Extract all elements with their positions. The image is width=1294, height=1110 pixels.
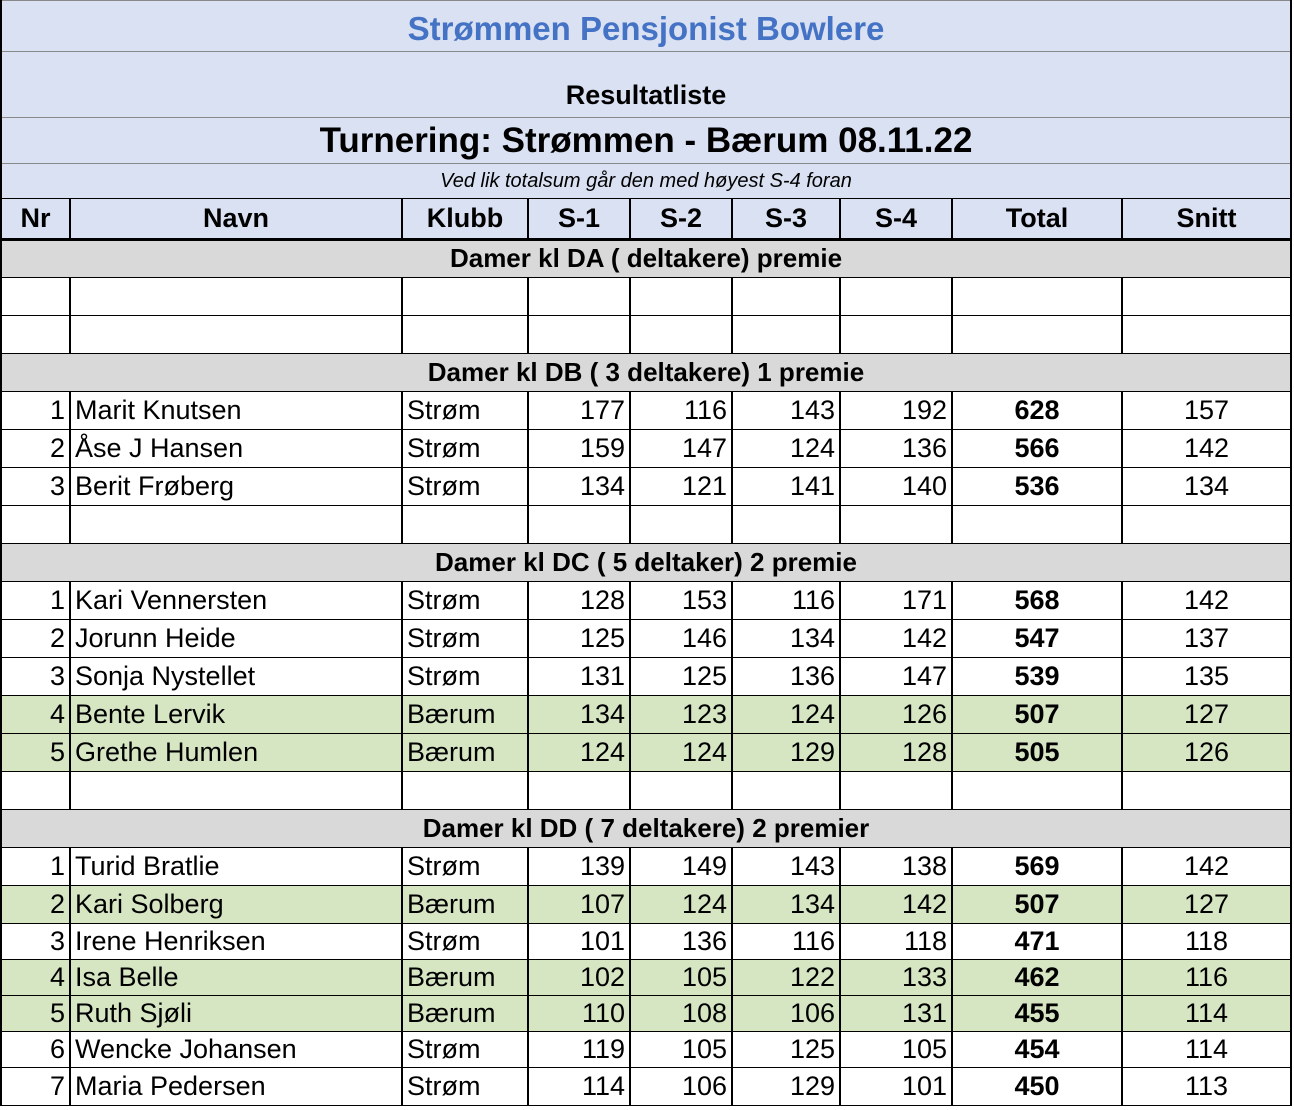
cell-klubb[interactable]: Strøm xyxy=(402,581,528,619)
cell-s3[interactable]: 124 xyxy=(732,695,840,733)
cell-s3[interactable]: 122 xyxy=(732,959,840,995)
cell-snitt[interactable]: 114 xyxy=(1122,1031,1290,1067)
sheet-subtitle: Resultatliste xyxy=(2,52,1290,118)
cell-s1[interactable]: 102 xyxy=(528,959,630,995)
cell[interactable] xyxy=(630,315,732,353)
cell[interactable] xyxy=(732,771,840,809)
cell-snitt[interactable]: 127 xyxy=(1122,695,1290,733)
cell-s4[interactable]: 138 xyxy=(840,847,952,885)
cell[interactable] xyxy=(402,505,528,543)
cell-s3[interactable]: 134 xyxy=(732,619,840,657)
cell-s2[interactable]: 149 xyxy=(630,847,732,885)
cell-s4[interactable]: 105 xyxy=(840,1031,952,1067)
tournament-title: Turnering: Strømmen - Bærum 08.11.22 xyxy=(2,118,1290,164)
cell-navn[interactable]: Isa Belle xyxy=(70,959,402,995)
cell-snitt[interactable]: 142 xyxy=(1122,847,1290,885)
cell-s4[interactable]: 136 xyxy=(840,429,952,467)
cell[interactable] xyxy=(2,315,70,353)
table-row[interactable] xyxy=(2,429,1290,467)
cell-s1[interactable]: 119 xyxy=(528,1031,630,1067)
cell-navn[interactable]: Turid Bratlie xyxy=(70,847,402,885)
cell-nr[interactable]: 6 xyxy=(2,1031,70,1067)
cell-snitt[interactable]: 113 xyxy=(1122,1067,1290,1105)
cell-total[interactable]: 568 xyxy=(952,581,1122,619)
table-row[interactable] xyxy=(2,923,1290,959)
empty-row xyxy=(2,505,1290,543)
cell-s1[interactable]: 177 xyxy=(528,391,630,429)
cell-s1[interactable]: 134 xyxy=(528,467,630,505)
table-row[interactable] xyxy=(2,391,1290,429)
cell-s3[interactable]: 143 xyxy=(732,847,840,885)
cell-klubb[interactable]: Strøm xyxy=(402,467,528,505)
cell[interactable] xyxy=(630,505,732,543)
cell-nr[interactable]: 2 xyxy=(2,885,70,923)
sheet-title: Strømmen Pensjonist Bowlere xyxy=(2,0,1290,52)
cell-navn[interactable]: Wencke Johansen xyxy=(70,1031,402,1067)
cell-s3[interactable]: 129 xyxy=(732,1067,840,1105)
cell[interactable] xyxy=(1122,315,1290,353)
cell-klubb[interactable]: Bærum xyxy=(402,959,528,995)
cell-s1[interactable]: 124 xyxy=(528,733,630,771)
cell-navn[interactable]: Jorunn Heide xyxy=(70,619,402,657)
cell-navn[interactable]: Grethe Humlen xyxy=(70,733,402,771)
cell-s3[interactable]: 116 xyxy=(732,923,840,959)
cell-s2[interactable]: 105 xyxy=(630,1031,732,1067)
cell-klubb[interactable]: Bærum xyxy=(402,885,528,923)
cell-s4[interactable]: 101 xyxy=(840,1067,952,1105)
cell-klubb[interactable]: Strøm xyxy=(402,429,528,467)
cell[interactable] xyxy=(402,771,528,809)
table-row[interactable] xyxy=(2,1067,1290,1105)
cell[interactable] xyxy=(952,771,1122,809)
cell-s4[interactable]: 142 xyxy=(840,619,952,657)
cell[interactable] xyxy=(630,277,732,315)
cell-s4[interactable]: 140 xyxy=(840,467,952,505)
cell-klubb[interactable]: Strøm xyxy=(402,1067,528,1105)
col-header-s4: S-4 xyxy=(840,199,952,239)
cell-total[interactable]: 628 xyxy=(952,391,1122,429)
cell-s1[interactable]: 131 xyxy=(528,657,630,695)
cell[interactable] xyxy=(2,771,70,809)
cell-klubb[interactable]: Bærum xyxy=(402,695,528,733)
cell-total[interactable]: 566 xyxy=(952,429,1122,467)
cell-s2[interactable]: 153 xyxy=(630,581,732,619)
cell-s4[interactable]: 133 xyxy=(840,959,952,995)
cell-total[interactable]: 471 xyxy=(952,923,1122,959)
cell-snitt[interactable]: 137 xyxy=(1122,619,1290,657)
cell-navn[interactable]: Ruth Sjøli xyxy=(70,995,402,1031)
table-row[interactable] xyxy=(2,847,1290,885)
cell-s1[interactable]: 128 xyxy=(528,581,630,619)
cell[interactable] xyxy=(952,505,1122,543)
cell-snitt[interactable]: 135 xyxy=(1122,657,1290,695)
cell[interactable] xyxy=(732,505,840,543)
cell-s1[interactable]: 134 xyxy=(528,695,630,733)
cell[interactable] xyxy=(402,277,528,315)
cell-s2[interactable]: 147 xyxy=(630,429,732,467)
cell-nr[interactable]: 7 xyxy=(2,1067,70,1105)
cell[interactable] xyxy=(1122,771,1290,809)
cell-s4[interactable]: 131 xyxy=(840,995,952,1031)
cell-total[interactable]: 536 xyxy=(952,467,1122,505)
cell-s4[interactable]: 118 xyxy=(840,923,952,959)
cell-s2[interactable]: 105 xyxy=(630,959,732,995)
cell-s3[interactable]: 125 xyxy=(732,1031,840,1067)
group-title: Damer kl DD ( 7 deltakere) 2 premier xyxy=(2,809,1290,847)
cell-snitt[interactable]: 142 xyxy=(1122,429,1290,467)
cell[interactable] xyxy=(840,315,952,353)
cell[interactable] xyxy=(528,505,630,543)
cell-s1[interactable]: 107 xyxy=(528,885,630,923)
cell-navn[interactable]: Bente Lervik xyxy=(70,695,402,733)
empty-row xyxy=(2,277,1290,315)
cell[interactable] xyxy=(528,315,630,353)
cell-navn[interactable]: Sonja Nystellet xyxy=(70,657,402,695)
empty-row xyxy=(2,771,1290,809)
cell-navn[interactable]: Berit Frøberg xyxy=(70,467,402,505)
cell-s4[interactable]: 126 xyxy=(840,695,952,733)
cell-s4[interactable]: 171 xyxy=(840,581,952,619)
cell-s1[interactable]: 110 xyxy=(528,995,630,1031)
cell[interactable] xyxy=(732,277,840,315)
cell-s3[interactable]: 129 xyxy=(732,733,840,771)
cell-s2[interactable]: 125 xyxy=(630,657,732,695)
cell-s3[interactable]: 116 xyxy=(732,581,840,619)
cell-klubb[interactable]: Strøm xyxy=(402,1031,528,1067)
cell-snitt[interactable]: 114 xyxy=(1122,995,1290,1031)
cell-navn[interactable]: Kari Vennersten xyxy=(70,581,402,619)
cell[interactable] xyxy=(952,277,1122,315)
group-header-dc xyxy=(2,543,1290,581)
cell[interactable] xyxy=(840,505,952,543)
cell-s1[interactable]: 101 xyxy=(528,923,630,959)
results-table xyxy=(2,199,1290,1106)
cell[interactable] xyxy=(70,277,402,315)
cell-snitt[interactable]: 118 xyxy=(1122,923,1290,959)
table-row[interactable] xyxy=(2,995,1290,1031)
cell-nr[interactable]: 3 xyxy=(2,467,70,505)
cell-nr[interactable]: 2 xyxy=(2,619,70,657)
table-row[interactable] xyxy=(2,467,1290,505)
cell-s1[interactable]: 114 xyxy=(528,1067,630,1105)
table-row[interactable] xyxy=(2,885,1290,923)
col-header-snitt: Snitt xyxy=(1122,199,1290,239)
cell-navn[interactable]: Kari Solberg xyxy=(70,885,402,923)
cell-nr[interactable]: 4 xyxy=(2,695,70,733)
cell[interactable] xyxy=(2,277,70,315)
cell[interactable] xyxy=(528,771,630,809)
cell-s4[interactable]: 192 xyxy=(840,391,952,429)
group-header-dd xyxy=(2,809,1290,847)
cell-klubb[interactable]: Strøm xyxy=(402,923,528,959)
cell[interactable] xyxy=(2,505,70,543)
cell-nr[interactable]: 1 xyxy=(2,581,70,619)
cell-s3[interactable]: 106 xyxy=(732,995,840,1031)
cell-s3[interactable]: 143 xyxy=(732,391,840,429)
cell-s2[interactable]: 121 xyxy=(630,467,732,505)
group-header-da xyxy=(2,239,1290,277)
cell-s3[interactable]: 124 xyxy=(732,429,840,467)
cell-total[interactable]: 455 xyxy=(952,995,1122,1031)
cell-total[interactable]: 505 xyxy=(952,733,1122,771)
cell-s4[interactable]: 142 xyxy=(840,885,952,923)
cell[interactable] xyxy=(70,505,402,543)
column-header-row xyxy=(2,199,1290,239)
col-header-s1: S-1 xyxy=(528,199,630,239)
table-row[interactable] xyxy=(2,733,1290,771)
group-header-db xyxy=(2,353,1290,391)
cell-klubb[interactable]: Strøm xyxy=(402,619,528,657)
cell-s1[interactable]: 159 xyxy=(528,429,630,467)
table-row[interactable] xyxy=(2,959,1290,995)
cell-s4[interactable]: 128 xyxy=(840,733,952,771)
group-title: Damer kl DB ( 3 deltakere) 1 premie xyxy=(2,353,1290,391)
col-header-total: Total xyxy=(952,199,1122,239)
cell-nr[interactable]: 5 xyxy=(2,995,70,1031)
group-title: Damer kl DC ( 5 deltaker) 2 premie xyxy=(2,543,1290,581)
cell[interactable] xyxy=(402,315,528,353)
cell-total[interactable]: 462 xyxy=(952,959,1122,995)
cell-total[interactable]: 507 xyxy=(952,885,1122,923)
cell-navn[interactable]: Irene Henriksen xyxy=(70,923,402,959)
cell-nr[interactable]: 1 xyxy=(2,847,70,885)
cell-snitt[interactable]: 134 xyxy=(1122,467,1290,505)
cell-nr[interactable]: 5 xyxy=(2,733,70,771)
cell[interactable] xyxy=(1122,277,1290,315)
cell[interactable] xyxy=(840,277,952,315)
cell-klubb[interactable]: Bærum xyxy=(402,733,528,771)
cell-s3[interactable]: 136 xyxy=(732,657,840,695)
cell-total[interactable]: 454 xyxy=(952,1031,1122,1067)
cell[interactable] xyxy=(840,771,952,809)
table-row[interactable] xyxy=(2,581,1290,619)
cell-s2[interactable]: 123 xyxy=(630,695,732,733)
cell-s2[interactable]: 108 xyxy=(630,995,732,1031)
cell-nr[interactable]: 3 xyxy=(2,657,70,695)
cell-s2[interactable]: 124 xyxy=(630,885,732,923)
cell[interactable] xyxy=(528,277,630,315)
col-header-klubb: Klubb xyxy=(402,199,528,239)
cell[interactable] xyxy=(732,315,840,353)
cell-navn[interactable]: Marit Knutsen xyxy=(70,391,402,429)
cell-snitt[interactable]: 126 xyxy=(1122,733,1290,771)
cell-s3[interactable]: 134 xyxy=(732,885,840,923)
col-header-s2: S-2 xyxy=(630,199,732,239)
cell-total[interactable]: 539 xyxy=(952,657,1122,695)
table-row[interactable] xyxy=(2,657,1290,695)
cell-klubb[interactable]: Bærum xyxy=(402,995,528,1031)
tiebreak-note: Ved lik totalsum går den med høyest S-4 foran xyxy=(2,164,1290,199)
cell[interactable] xyxy=(1122,505,1290,543)
group-title: Damer kl DA ( deltakere) premie xyxy=(2,239,1290,277)
cell[interactable] xyxy=(70,771,402,809)
table-row[interactable] xyxy=(2,1031,1290,1067)
empty-row xyxy=(2,315,1290,353)
cell-total[interactable]: 569 xyxy=(952,847,1122,885)
cell-s2[interactable]: 146 xyxy=(630,619,732,657)
cell-total[interactable]: 547 xyxy=(952,619,1122,657)
cell-snitt[interactable]: 142 xyxy=(1122,581,1290,619)
cell-s3[interactable]: 141 xyxy=(732,467,840,505)
cell-snitt[interactable]: 127 xyxy=(1122,885,1290,923)
table-row[interactable] xyxy=(2,619,1290,657)
cell[interactable] xyxy=(70,315,402,353)
cell[interactable] xyxy=(630,771,732,809)
cell-s2[interactable]: 116 xyxy=(630,391,732,429)
cell-s2[interactable]: 136 xyxy=(630,923,732,959)
cell-nr[interactable]: 3 xyxy=(2,923,70,959)
cell-s1[interactable]: 139 xyxy=(528,847,630,885)
cell-klubb[interactable]: Strøm xyxy=(402,847,528,885)
cell-nr[interactable]: 1 xyxy=(2,391,70,429)
cell[interactable] xyxy=(952,315,1122,353)
cell-klubb[interactable]: Strøm xyxy=(402,657,528,695)
cell-s4[interactable]: 147 xyxy=(840,657,952,695)
col-header-s3: S-3 xyxy=(732,199,840,239)
cell-total[interactable]: 507 xyxy=(952,695,1122,733)
cell-s1[interactable]: 125 xyxy=(528,619,630,657)
col-header-nr: Nr xyxy=(2,199,70,239)
cell-s2[interactable]: 124 xyxy=(630,733,732,771)
cell-klubb[interactable]: Strøm xyxy=(402,391,528,429)
cell-navn[interactable]: Åse J Hansen xyxy=(70,429,402,467)
cell-nr[interactable]: 4 xyxy=(2,959,70,995)
cell-nr[interactable]: 2 xyxy=(2,429,70,467)
cell-s2[interactable]: 106 xyxy=(630,1067,732,1105)
cell-total[interactable]: 450 xyxy=(952,1067,1122,1105)
table-row[interactable] xyxy=(2,695,1290,733)
cell-snitt[interactable]: 116 xyxy=(1122,959,1290,995)
cell-snitt[interactable]: 157 xyxy=(1122,391,1290,429)
col-header-navn: Navn xyxy=(70,199,402,239)
cell-navn[interactable]: Maria Pedersen xyxy=(70,1067,402,1105)
